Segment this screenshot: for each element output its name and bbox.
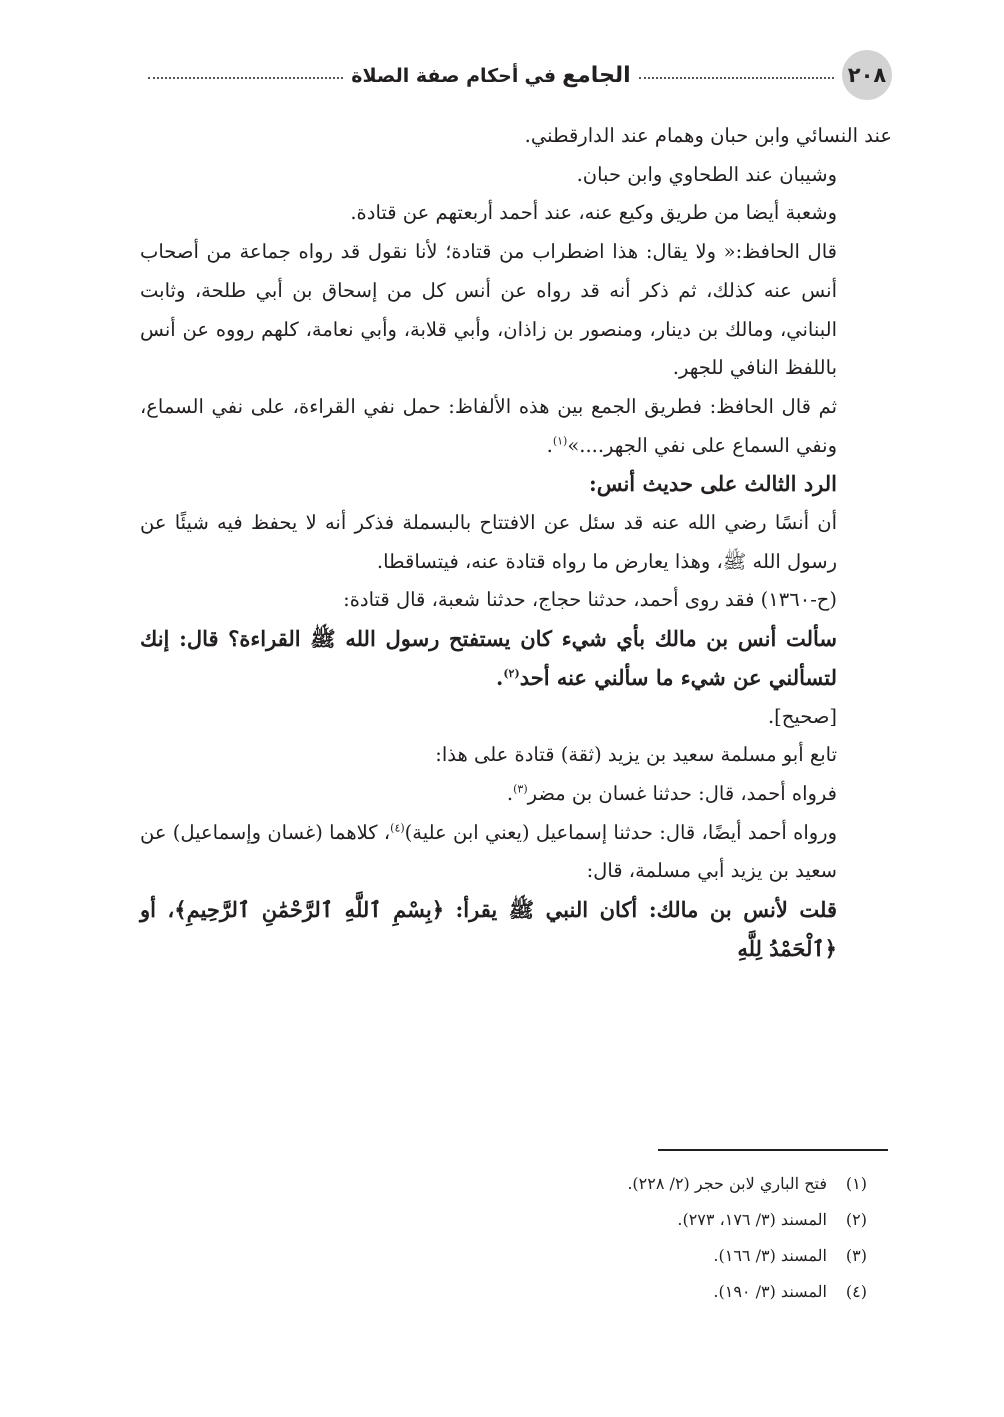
body-text [140,117,892,968]
footnote-text: المسند (٣/ ١٧٦، ٢٧٣). [677,1210,827,1229]
footnote-reference: (٢) [503,666,520,680]
paragraph [140,581,892,620]
bold-paragraph [140,465,892,504]
paragraph [140,698,892,737]
paragraph-text: ثم قال الحافظ: فطريق الجمع بين هذه الألفاظ: حمل نفي القراءة، على نفي السماع، ونفي السماع على نفي الجهر....» [140,394,837,457]
paragraph [140,194,892,233]
paragraph-text: (ح-١٣٦٠) فقد روى أحمد، حدثنا حجاج، حدثنا شعبة، قال قتادة: [343,588,837,612]
footnote-number: (٣) [845,1246,867,1265]
paragraph-text: وشعبة أيضا من طريق وكيع عنه، عند أحمد أربعتهم عن قتادة. [350,201,837,225]
paragraph-text: أن أنسًا رضي الله عنه قد سئل عن الافتتاح بالبسملة فذكر أنه لا يحفظ فيه شيئًا عن رسول الله ﷺ، وهذا يعارض ما رواه قتادة عنه، فيتساقطا. [140,511,837,573]
header-dotted-leader-left [148,77,343,79]
footnote-number: (٢) [845,1210,867,1229]
bold-paragraph [140,620,892,697]
footnote-item [140,1166,892,1202]
paragraph-text: سألت أنس بن مالك بأي شيء كان يستفتح رسول الله ﷺ القراءة؟ قال: إنك لتسألني عن شيء ما سألني عنه أحد [140,626,838,690]
paragraph-text: قلت لأنس بن مالك: أكان النبي ﷺ يقرأ: ﴿بِسْمِ ٱللَّهِ ٱلرَّحْمَٰنِ ٱلرَّحِيمِ﴾، أو ﴿ٱلْحَمْدُ لِلَّهِ [140,897,837,961]
paragraph-text: وشيبان عند الطحاوي وابن حبان. [576,162,837,186]
paragraph [140,117,892,156]
paragraph-text: ورواه أحمد أيضًا، قال: حدثنا إسماعيل (يعني ابن علية) [404,820,837,844]
book-title-main: الجامع [562,62,631,88]
footnote-text: فتح الباري لابن حجر (٢/ ٢٢٨). [627,1174,827,1193]
footnote-item [140,1202,892,1238]
footnote-text: المسند (٣/ ١٦٦). [713,1246,827,1265]
paragraph [140,504,892,581]
paragraph [140,814,892,891]
footnote-item [140,1238,892,1274]
book-title-rest: أحكام صفة الصلاة [351,64,519,87]
footnote-item [140,1274,892,1310]
footnote-reference: (٣) [513,782,528,796]
paragraph [140,388,892,465]
page-number-badge: ٢٠٨ [842,50,892,100]
paragraph-text: قال الحافظ:« ولا يقال: هذا اضطراب من قتادة؛ لأنا نقول قد رواه جماعة من أصحاب أنس عنه كذلك، ثم ذكر أنه قد رواه عن أنس كل من إسحاق بن أبي طلحة، وثابت البناني، ومالك بن دينار، ومنصور بن زاذان، وأبي قلابة، وأبي نعامة، كلهم رووه عن أنس باللفظ النافي للجهر. [140,240,837,380]
paragraph [140,233,892,388]
paragraph-text: فرواه أحمد، قال: حدثنا غسان بن مضر [527,781,837,805]
paragraph-text: تابع أبو مسلمة سعيد بن يزيد (ثقة) قتادة على هذا: [435,743,837,767]
book-title-connector: في [524,64,557,87]
footnote-text: المسند (٣/ ١٩٠). [713,1282,827,1301]
book-title [351,63,630,88]
paragraph [140,775,892,814]
footnote-separator [658,1149,888,1151]
page-header [140,50,892,100]
footnote-number: (١) [845,1174,867,1193]
paragraph-text: عند النسائي وابن حبان وهمام عند الدارقطني. [524,124,892,147]
paragraph [140,156,892,195]
paragraph-tail: . [506,781,514,805]
paragraph-tail: . [496,664,504,690]
header-dotted-leader-right [639,77,834,79]
footnotes [140,1166,892,1310]
paragraph-tail: . [546,433,553,457]
paragraph-text: [صحيح]. [767,704,837,728]
footnote-reference: (٤) [390,821,405,835]
bold-paragraph [140,891,892,968]
footnote-reference: (١) [552,434,568,448]
paragraph [140,736,892,775]
footnote-number: (٤) [845,1282,867,1301]
paragraph-tail: ، كلاهما (غسان وإسماعيل) عن سعيد بن يزيد أبي مسلمة، قال: [140,820,837,883]
paragraph-text: الرد الثالث على حديث أنس: [588,471,837,497]
